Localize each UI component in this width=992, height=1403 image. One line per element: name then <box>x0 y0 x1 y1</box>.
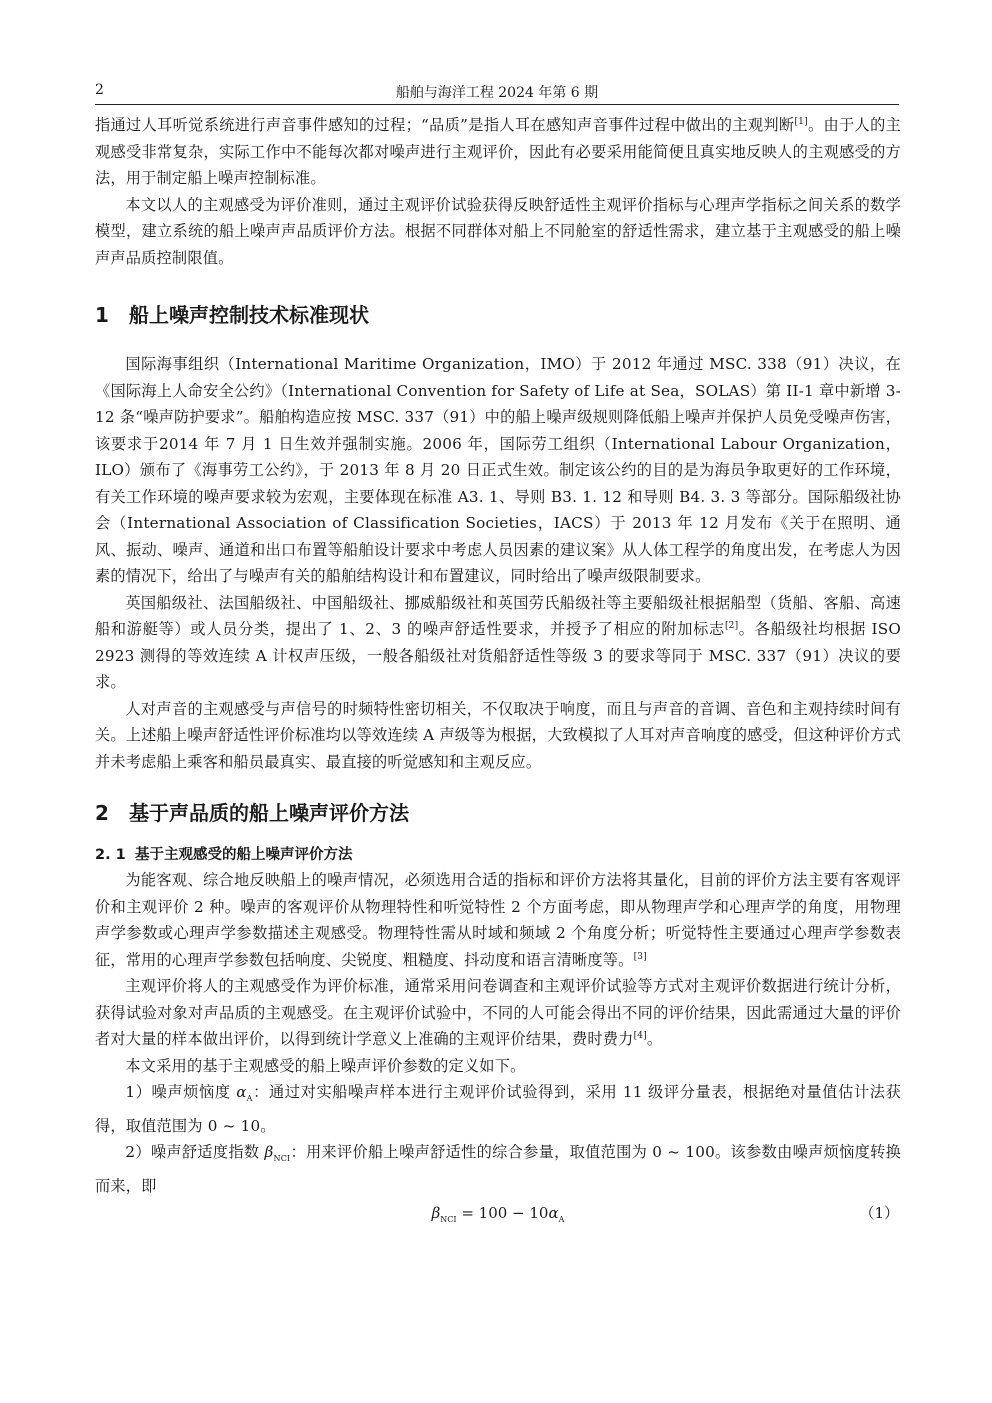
section-1-heading: 1 船上噪声控制技术标准现状 <box>95 303 369 327</box>
page-number: 2 <box>95 82 104 98</box>
equation-1: $\beta_{NCI} = 100 - 10\alpha_A$ （1） <box>95 1199 901 1227</box>
intro-paragraph-1: 指通过人耳听觉系统进行声音事件感知的过程；“品质”是指人耳在感知声音事件过程中做出的主观判断[1]。由于人的主观感受非常复杂，实际工作中不能每次都对噪声进行主观评价，因此有必要采用能简便且真实地反映人的主观感受的方法，用于制定船上噪声控制标准。 <box>95 116 902 187</box>
citation-4[interactable]: [4] <box>633 1031 647 1041</box>
intro-paragraph-2: 本文以人的主观感受为评价准则，通过主观评价试验获得反映舒适性主观评价指标与心理声学指标之间关系的数学模型，建立系统的船上噪声声品质评价方法。根据不同群体对船上不同舱室的舒适性需求，建立基于主观感受的船上噪声声品质控制限值。 <box>95 195 901 267</box>
beta-symbol: β <box>264 1143 274 1162</box>
equation-number: （1） <box>859 1204 899 1223</box>
journal-title: 船舶与海洋工程 2024 年第 6 期 <box>395 85 599 101</box>
section-2-paragraph-2: 主观评价将人的主观感受作为评价标准，通常采用问卷调查和主观评价试验等方式对主观评价数据进行统计分析，获得试验对象对声品质的主观感受。在主观评价试验中，不同的人可能会得出不同的评价结果，因此需通过大量的评价者对大量的样本做出评价，以得到统计学意义上准确的主观评价结果，费时费力[4]。 <box>95 977 901 1048</box>
running-header <box>95 80 899 105</box>
definition-item-1: 1）噪声烦恼度 $\alpha_A$：通过对实船噪声样本进行主观评价试验得到，采用 11 级评分量表，根据绝对量值估计法获得，取值范围为 0 ~ 10。 <box>95 1083 901 1135</box>
section-1-paragraph-1: 国际海事组织（International Maritime Organization，IMO）于 2012 年通过 MSC. 338（91）决议，在《国际海上人命安全公约》（International Convention for Safety of Life at Sea，SOLAS）第 II-1 章中新增 3-12 条“噪声防护要求”。船舶构造应按 MSC. 337（91）中的船上噪声级规则降低船上噪声并保护人员免受噪声伤害，该要求于2014 年 7 月 1 日生效并强制实施。2006 年，国际劳工组织（International Labour Organization，ILO）颁布了《海事劳工公约》，于 2013 年 8 月 20 日正式生效。制定该公约的目的是为海员争取更好的工作环境，有关工作环境的噪声要求较为宏观，主要体现在标准 A3. 1、导则 B3. 1. 12 和导则 B4. 3. 3 等部分。国际船级社协会（International Association of Classification Societies，IACS）于 2013 年 12 月发布《关于在照明、通风、振动、噪声、通道和出口布置等船舶设计要求中考虑人员因素的建议案》从人体工程学的角度出发，在考虑人为因素的情况下，给出了与噪声有关的船舶结构设计和布置建议，同时给出了噪声级限制要求。 <box>95 355 901 585</box>
alpha-symbol: α <box>236 1083 247 1101</box>
citation-1[interactable]: [1] <box>794 117 808 127</box>
section-2-paragraph-1: 为能客观、综合地反映船上的噪声情况，必须选用合适的指标和评价方法将其量化，目前的评价方法主要有客观评价和主观评价 2 种。噪声的客观评价从物理特性和听觉特性 2 个方面考虑，即从物理声学和心理声学的角度，用物理声学参数或心理声学参数描述主观感受。物理特性需从时域和频域 2 个角度分析；听觉特性主要通过心理声学参数表征，常用的心理声学参数包括响度、尖锐度、粗糙度、抖动度和语言清晰度等。[3] <box>95 871 901 969</box>
section-2-heading: 2 基于声品质的船上噪声评价方法 <box>95 801 409 825</box>
section-1-paragraph-3: 人对声音的主观感受与声信号的时频特性密切相关，不仅取决于响度，而且与声音的音调、音色和主观持续时间有关。上述船上噪声舒适性评价标准均以等效连续 A 声级等为根据，大致模拟了人耳对声音响度的感受，但这种评价方式并未考虑船上乘客和船员最真实、最直接的听觉感知和主观反应。 <box>95 699 901 771</box>
citation-2[interactable]: [2] <box>724 621 739 631</box>
page-body <box>95 112 901 1227</box>
definition-item-2: 2）噪声舒适度指数 $\beta_{NCI}$：用来评价船上噪声舒适性的综合参量，取值范围为 0 ~ 100。该参数由噪声烦恼度转换而来，即 <box>95 1143 901 1195</box>
section-2-paragraph-3: 本文采用的基于主观感受的船上噪声评价参数的定义如下。 <box>125 1056 526 1075</box>
section-1-paragraph-2: 英国船级社、法国船级社、中国船级社、挪威船级社和英国劳氏船级社等主要船级社根据船型（货船、客船、高速船和游艇等）或人员分类，提出了 1、2、3 的噪声舒适性要求，并授予了相应的附加标志[2]。各船级社均根据 ISO 2923 测得的等效连续 A 计权声压级，一般各船级社对货船舒适性等级 3 的要求等同于 MSC. 337（91）决议的要求。 <box>95 593 901 691</box>
subsection-2-1-heading: 2. 1 基于主观感受的船上噪声评价方法 <box>95 847 353 863</box>
citation-3[interactable]: [3] <box>633 951 647 962</box>
